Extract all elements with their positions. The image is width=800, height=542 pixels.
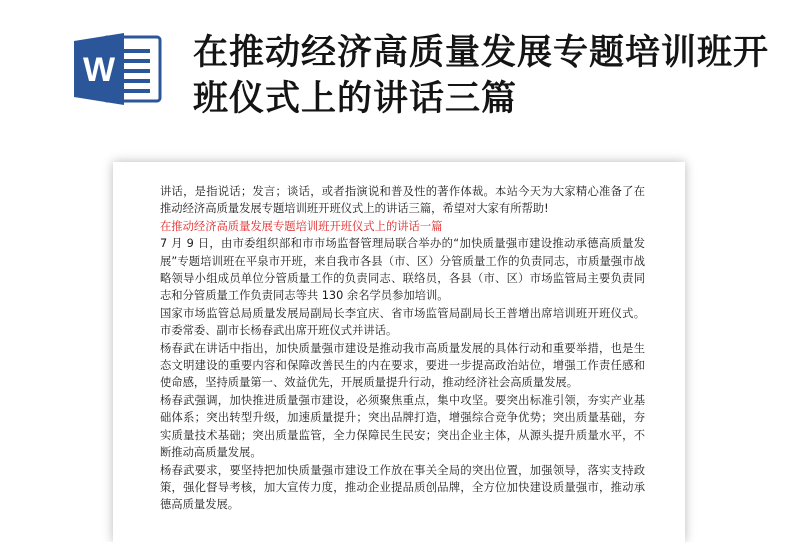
- word-logo-letter: W: [82, 51, 116, 89]
- document-body: [160, 183, 645, 514]
- page-title: 在推动经济高质量发展专题培训班开班仪式上的讲话三篇: [193, 33, 770, 119]
- body-paragraph: 国家市场监管总局质量发展局副局长李宜庆、省市场监管局副局长王普增出席培训班开班仪式。市委常委、副市长杨春武出席开班仪式并讲话。: [160, 306, 645, 338]
- section-heading: 在推动经济高质量发展专题培训班开班仪式上的讲话一篇: [160, 219, 443, 233]
- body-paragraph: 杨春武在讲话中指出，加快质量强市建设是推动我市高质量发展的具体行动和重要举措，也是生态文明建设的重要内容和保障改善民生的内在要求，要进一步提高政治站位，增强工作责任感和使命感，坚持质量第一、效益优先，开展质量提升行动，推动经济社会高质量发展。: [160, 341, 645, 390]
- body-paragraph: 杨春武强调，加快推进质量强市建设，必须聚焦重点，集中攻坚。要突出标准引领，夯实产业基础体系；突出转型升级，加速质量提升；突出品牌打造，增强综合竞争优势；突出质量基础，夯实质量技术基础；突出质量监管，全力保障民生民安；突出企业主体，从源头提升质量水平，不断推动高质量发展。: [160, 393, 645, 460]
- word-document-icon: [74, 31, 164, 107]
- document-page: [113, 162, 685, 542]
- intro-paragraph: 讲话，是指说话；发言；谈话，或者指演说和普及性的著作体裁。本站今天为大家精心准备了在推动经济高质量发展专题培训班开班仪式上的讲话三篇，希望对大家有所帮助!: [160, 185, 645, 216]
- word-logo: [74, 31, 164, 107]
- body-paragraph: 7 月 9 日，由市委组织部和市市场监督管理局联合举办的“加快质量强市建设推动承德高质量发展”专题培训班在平泉市开班，来自我市各县（市、区）分管质量工作的负责同志，市质量强市战略领导小组成员单位分管质量工作的负责同志、联络员，各县（市、区）市场监管局主要负责同志和分管质量工作负责同志等共 130 余名学员参加培训。: [160, 237, 645, 303]
- body-paragraph: 杨春武要求，要坚持把加快质量强市建设工作放在事关全局的突出位置，加强领导，落实支持政策，强化督导考核，加大宣传力度，推动企业提品质创品牌，全方位加快建设质量强市，推动承德高质量发展。: [160, 463, 645, 512]
